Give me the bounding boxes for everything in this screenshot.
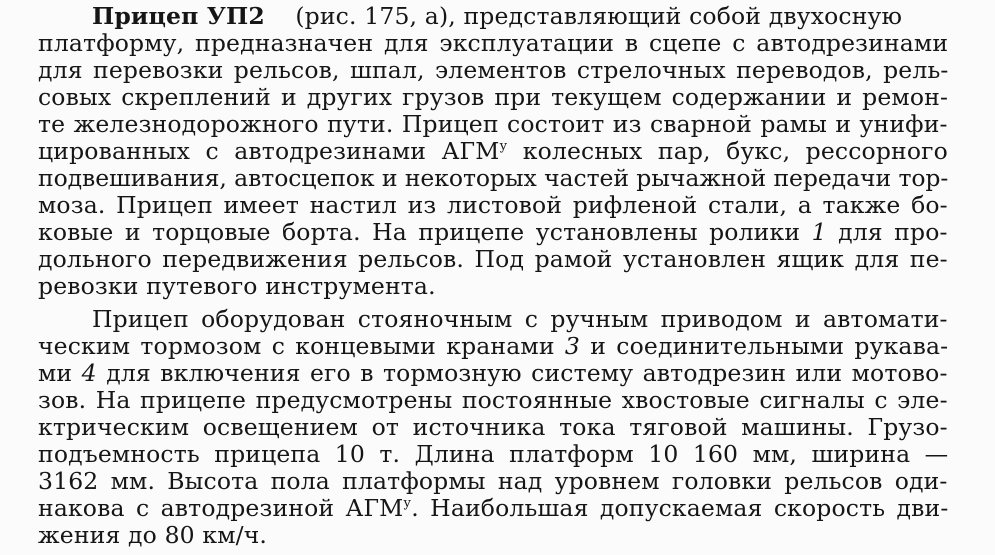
hoses-ref-number: 4	[81, 359, 97, 387]
p2-line-3-b: для включения его в тормозную систему автодрезин или мотово-	[96, 359, 948, 387]
p1-line-9	[38, 219, 948, 246]
p1-line-9-a: ковые и торцовые борта. На прицепе установлены ролики	[38, 218, 812, 246]
p2-line-3	[38, 360, 948, 387]
p1-line-8: моза. Прицеп имеет настил из листовой рифленой стали, а также бо-	[38, 191, 948, 219]
agm-superscript-2: у	[403, 496, 412, 511]
p1-line-10: дольного передвижения рельсов. Под рамой установлен ящик для пе-	[38, 245, 948, 273]
p1-line-7: подвешивания, автосцепок и некоторых частей рычажной передачи тор-	[38, 164, 949, 192]
p2-line-2-b: и соединительными рукава-	[580, 332, 949, 360]
p1-line-9-b: для про-	[826, 218, 948, 246]
p2-line-9: жения до 80 км/ч.	[38, 521, 268, 549]
p2-line-2-a: ческим тормозом с концевыми кранами	[38, 332, 565, 360]
p1-line-6-b: колесных пар, букс, рессорного	[507, 137, 948, 165]
rollers-ref-number: 1	[811, 218, 827, 246]
agm-superscript: у	[499, 139, 508, 154]
p2-line-5: ктрическим освещением от источника тока тяговой машины. Грузо-	[38, 413, 948, 441]
p1-line-1	[92, 3, 902, 30]
p2-line-8-a: накова с автодрезиной АГМ	[38, 494, 404, 522]
p1-line-11: ревозки путевого инструмента.	[38, 272, 436, 300]
p1-line-3: для перевозки рельсов, шпал, элементов стрелочных переводов, рель-	[38, 56, 949, 84]
p1-line-1-text: (рис. 175, а), представляющий собой двухосную	[295, 2, 903, 30]
p1-line-4: совых скреплений и других грузов при текущем содержании и ремон-	[38, 83, 949, 111]
p2-line-6: подъемность прицепа 10 т. Длина платформ 10 160 мм, ширина —	[38, 440, 949, 468]
p2-line-3-a: ми	[38, 359, 82, 387]
p2-line-1: Прицеп оборудован стояночным с ручным приводом и автомати-	[92, 305, 948, 333]
p2-line-7: 3162 мм. Высота пола платформы над уровнем головки рельсов оди-	[38, 467, 948, 495]
trailer-title: Прицеп УП2	[92, 2, 265, 30]
valves-ref-number: 3	[564, 332, 580, 360]
p2-line-8-b: . Наибольшая допускаемая скорость дви-	[411, 494, 949, 522]
p1-line-5: те железнодорожного пути. Прицеп состоит из сварной рамы и унифи-	[38, 110, 948, 138]
p2-line-4: зов. На прицепе предусмотрены постоянные хвостовые сигналы с эле-	[38, 386, 948, 414]
p2-line-2	[38, 333, 948, 360]
p1-line-2: платформу, предназначен для эксплуатации в сцепе с автодрезинами	[38, 29, 949, 57]
p1-line-6-a: цированных с автодрезинами АГМ	[38, 137, 500, 165]
